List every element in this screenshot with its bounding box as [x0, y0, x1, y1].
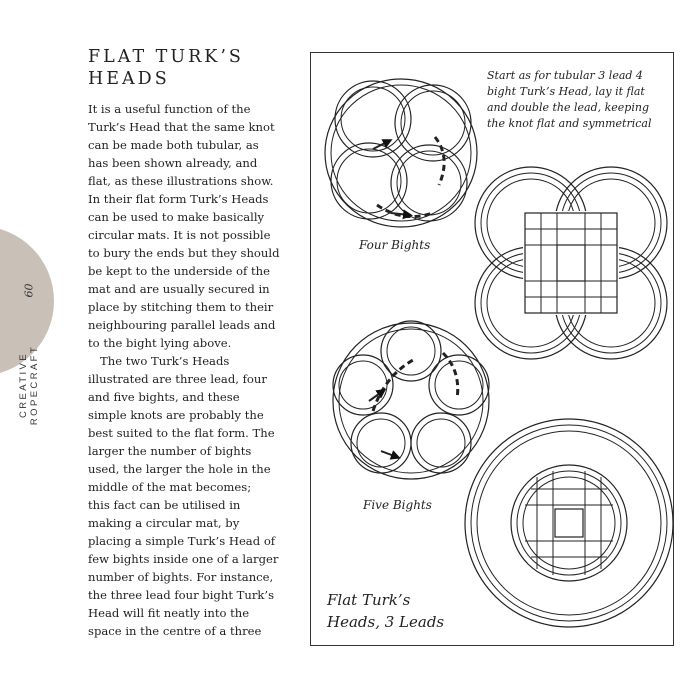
text-line: placing a simple Turk’s Head of	[88, 534, 276, 548]
section-title	[88, 46, 288, 90]
text-line: middle of the mat becomes;	[88, 480, 252, 494]
note-line: the knot flat and symmetrical	[487, 117, 652, 130]
note-text	[487, 69, 653, 130]
text-line: has been shown already, and	[88, 156, 258, 170]
section-title-line-1: FLAT TURK’S	[88, 47, 244, 67]
caption-line: Flat Turk’s	[327, 591, 411, 609]
paragraph-2	[88, 352, 290, 640]
knot-four-bights-finished	[475, 167, 667, 359]
text-line: simple knots are probably the	[88, 408, 264, 422]
text-line: neighbouring parallel leads and	[88, 318, 276, 332]
text-line: this fact can be utilised in	[88, 498, 241, 512]
page-number: 60	[22, 283, 36, 298]
label-four-bights: Four Bights	[359, 238, 431, 252]
text-line: best suited to the flat form. The	[88, 426, 275, 440]
text-line: space in the centre of a three	[88, 624, 262, 638]
text-line: Turk’s Head that the same knot	[88, 120, 275, 134]
text-line: place by stitching them to their	[88, 300, 274, 314]
knot-illustrations	[311, 53, 673, 645]
running-head: CREATIVE ROPECRAFT	[18, 344, 40, 426]
figure-caption	[326, 591, 444, 631]
text-line: circular mats. It is not possible	[88, 228, 271, 242]
text-line: It is a useful function of the	[88, 102, 251, 116]
text-line: making a circular mat, by	[88, 516, 240, 530]
text-line: illustrated are three lead, four	[88, 372, 267, 386]
text-line: flat, as these illustrations show.	[88, 174, 274, 188]
body-text	[88, 100, 290, 640]
text-line: and five bights, and these	[88, 390, 240, 404]
text-line: to bury the ends but they should	[88, 246, 280, 260]
knot-five-bights-finished	[465, 419, 673, 627]
note-line: and double the lead, keeping	[487, 101, 649, 114]
note-line: Start as for tubular 3 lead 4	[487, 69, 643, 82]
text-line: number of bights. For instance,	[88, 570, 274, 584]
text-line: mat and are usually secured in	[88, 282, 270, 296]
note-line: bight Turk’s Head, lay it flat	[487, 85, 645, 98]
text-line: can be made both tubular, as	[88, 138, 259, 152]
text-line: used, the larger the hole in the	[88, 462, 271, 476]
illustration-panel	[310, 52, 674, 646]
label-five-bights: Five Bights	[363, 498, 432, 512]
knot-four-bights-working	[325, 79, 477, 227]
text-line: few bights inside one of a larger	[88, 552, 279, 566]
text-line: In their flat form Turk’s Heads	[88, 192, 269, 206]
paragraph-1	[88, 100, 290, 352]
text-line: be kept to the underside of the	[88, 264, 270, 278]
text-line: Head will fit neatly into the	[88, 606, 250, 620]
text-line: The two Turk’s Heads	[100, 354, 230, 368]
text-line: the three lead four bight Turk’s	[88, 588, 275, 602]
text-line: can be used to make basically	[88, 210, 265, 224]
section-title-line-2: HEADS	[88, 69, 170, 89]
knot-five-bights-working	[333, 321, 489, 479]
text-line: larger the number of bights	[88, 444, 252, 458]
text-line: to the bight lying above.	[88, 336, 232, 350]
caption-line: Heads, 3 Leads	[327, 613, 445, 631]
